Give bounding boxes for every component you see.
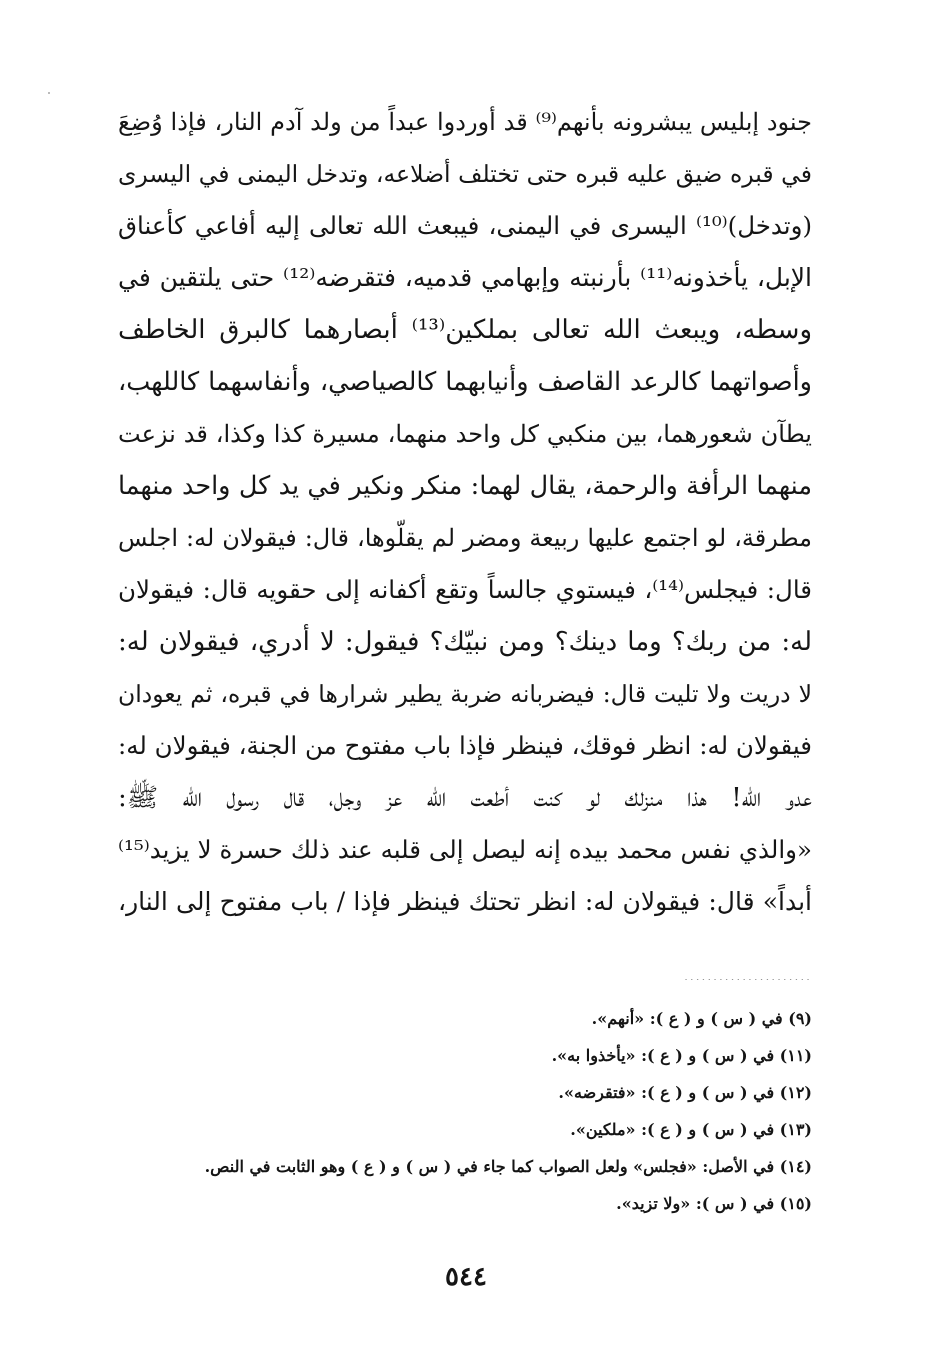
text-line: وسطه، ويبعث الله تعالى بملكين⁽¹³⁾ أبصارهما كالبرق الخاطف [118,315,812,345]
text-line: منهما الرأفة والرحمة، يقال لهما: منكر ونكير في يد كل واحد منهما [118,471,812,501]
text-line: الإبل، يأخذونه⁽¹¹⁾ بأرنبته وإبهامي قدميه، فتقرضه⁽¹²⁾ حتى يلتقين في [118,263,812,292]
footnote: (٩) في ( س ) و ( ع ): «أنهم». [591,1009,812,1028]
text-line: (وتدخل)⁽¹⁰⁾ اليسرى في اليمنى، فيبعث الله تعالى إليه أفاعي كأعناق [118,211,812,240]
footnote: (١٥) في ( س ): «ولا تزيد». [616,1194,812,1213]
footnote: (١١) في ( س ) و ( ع ): «يأخذوا به». [551,1046,812,1065]
text-line: أبداً» قال: فيقولان له: انظر تحتك فينظر فإذا / باب مفتوح إلى النار، [118,887,812,916]
text-line: «والذي نفس محمد بيده إنه ليصل إلى قلبه عند ذلك حسرة لا يزيد⁽¹⁵⁾ [118,835,812,864]
footnote: (١٢) في ( س ) و ( ع ): «فتقرضه». [558,1083,812,1102]
text-line: في قبره ضيق عليه قبره حتى تختلف أضلاعه، وتدخل اليمنى في اليسرى [118,160,812,188]
main-text [118,96,812,928]
text-line: لا دريت ولا تليت قال: فيضربانه ضربة يطير شرارها في قبره، ثم يعودان [118,680,812,708]
text-line: يطآن شعورهما، بين منكبي كل واحد منهما، مسيرة كذا وكذا، قد نزعت [118,420,812,448]
text-line: عدو الله! هذا منزلك لو كنت أطعت الله عز وجل، قال رسول الله ﷺ: [118,783,812,813]
text-line: فيقولان له: انظر فوقك، فينظر فإذا باب مفتوح من الجنة، فيقولان له: [118,731,812,760]
scan-speck [48,92,50,94]
text-line: قال: فيجلس⁽¹⁴⁾، فيستوي جالساً وتقع أكفانه إلى حقويه قال: فيقولان [118,575,812,604]
text-line: وأصواتهما كالرعد القاصف وأنيابهما كالصياصي، وأنفاسهما كاللهب، [118,367,812,397]
footnote: (١٤) في الأصل: «فجلس» ولعل الصواب كما جاء في ( س ) و ( ع ) وهو الثابت في النص. [204,1157,812,1176]
text-line: له: من ربك؟ وما دينك؟ ومن نبيّك؟ فيقول: لا أدري، فيقولان له: [118,627,812,657]
page-number: ٥٤٤ [445,1262,487,1292]
text-line: جنود إبليس يبشرونه بأنهم⁽⁹⁾ قد أوردوا عبداً من ولد آدم النار، فإذا وُضِعَ [118,108,813,136]
footnotes [120,1000,812,1222]
footnote: (١٣) في ( س ) و ( ع ): «ملكين». [570,1120,812,1139]
text-line: مطرقة، لو اجتمع عليها ربيعة ومضر لم يقلّوها، قال: فيقولان له: اجلس [118,524,812,552]
footnote-separator: ...................... [684,970,812,980]
